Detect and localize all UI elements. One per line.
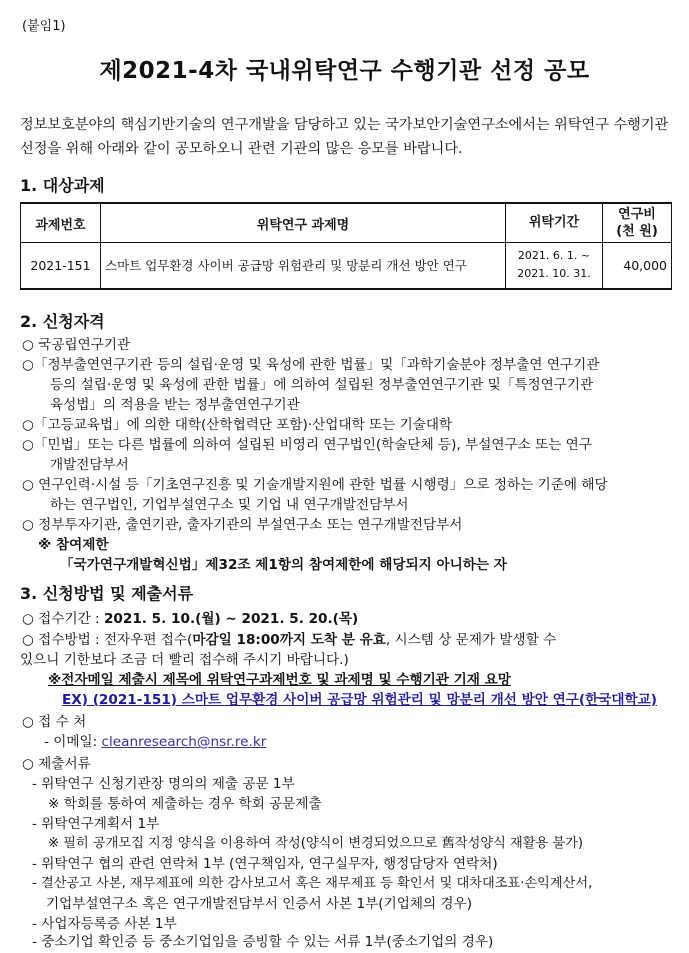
section-1-heading: 1. 대상과제 — [20, 176, 105, 195]
table-row — [21, 243, 672, 289]
documents-label: ○ 제출서류 — [22, 756, 91, 772]
document-item-cont: 기업부설연구소 혹은 연구개발전담부서 인증서 사본 1부(기업체의 경우) — [46, 896, 472, 912]
document-note: ※ 필히 공개모집 지정 양식을 이용하여 작성(양식이 변경되었으므로 舊작성양식 재활용 불가) — [48, 836, 584, 851]
eligibility-item: ○ 국공립연구기관 — [22, 337, 131, 353]
table-header-row — [21, 203, 672, 243]
email-link[interactable]: cleanresearch@nsr.re.kr — [101, 734, 267, 750]
email-subject-note: ※전자메일 제출시 제목에 위탁연구과제번호 및 과제명 및 수행기관 기재 요망 — [48, 672, 511, 688]
col-budget — [603, 203, 672, 243]
col-period: 위탁기간 — [506, 203, 603, 243]
eligibility-item-cont: 개발전담부서 — [50, 457, 129, 473]
email-subject-example: EX) (2021-151) 스마트 업무환경 사이버 공급망 위험관리 및 망분리 개선 방안 연구(한국대학교) — [62, 692, 657, 708]
method-deadline: 마감일 18:00까지 도착 분 유효 — [192, 632, 386, 648]
eligibility-item: ○「민법」또는 다른 법률에 의하여 설립된 비영리 연구법인(학술단체 등), 부설연구소 또는 연구 — [22, 437, 592, 453]
application-period — [22, 607, 358, 627]
document-item: - 위탁연구 신청기관장 명의의 제출 공문 1부 — [32, 776, 295, 792]
eligibility-item-cont: 등의 설립·운영 및 육성에 관한 법률」에 의하여 설립된 정부출연연구기관 및「특정연구기관 — [50, 377, 594, 393]
period-end: 2021. 10. 31. — [517, 267, 591, 281]
section-3-heading: 3. 신청방법 및 제출서류 — [20, 584, 194, 603]
attachment-label: (붙임1) — [22, 19, 66, 34]
period-start: 2021. 6. 1. ~ — [517, 249, 591, 263]
email-label: - 이메일: — [44, 734, 102, 750]
eligibility-item: ○「정부출연연구기관 등의 설립·운영 및 육성에 관한 법률」및「과학기술분야 정부출연 연구기관 — [22, 357, 600, 373]
col-budget-line2: (천 원) — [616, 224, 658, 239]
restriction-note-body: 「국가연구개발혁신법」제32조 제1항의 참여제한에 해당되지 아니하는 자 — [60, 557, 507, 573]
project-table — [20, 202, 672, 290]
document-note: ※ 학회를 통하여 제출하는 경우 학회 공문제출 — [48, 796, 322, 812]
eligibility-item-cont: 육성법」의 적용을 받는 정부출연연구기관 — [50, 397, 300, 413]
document-item: - 사업자등록증 사본 1부 — [32, 916, 177, 932]
document-item: - 위탁연구 협의 관련 연락처 1부 (연구책임자, 연구실무자, 행정담당자 연락처) — [32, 856, 498, 872]
col-budget-line1: 연구비 — [618, 207, 656, 222]
application-method-cont: 있으니 기한보다 조금 더 빨리 접수해 주시기 바랍니다.) — [20, 652, 349, 668]
cell-period — [506, 243, 603, 289]
receiving-office-label: ○ 접 수 처 — [22, 714, 87, 730]
section-2-heading: 2. 신청자격 — [20, 312, 105, 331]
cell-project-id: 2021-151 — [21, 243, 101, 289]
cell-project-name: 스마트 업무환경 사이버 공급망 위험관리 및 망분리 개선 방안 연구 — [101, 243, 506, 289]
eligibility-item: ○ 정부투자기관, 출연기관, 출자기관의 부설연구소 또는 연구개발전담부서 — [22, 517, 463, 533]
email-row — [44, 730, 266, 750]
restriction-note-title: ※ 참여제한 — [38, 537, 109, 553]
period-value: 2021. 5. 10.(월) ~ 2021. 5. 20.(목) — [103, 611, 359, 627]
document-item: - 중소기업 확인증 등 중소기업임을 증빙할 수 있는 서류 1부(중소기업의 경우) — [32, 934, 494, 950]
method-tail: , 시스템 상 문제가 발생할 수 — [385, 632, 557, 648]
cell-budget: 40,000 — [603, 243, 672, 289]
eligibility-item-cont: 하는 연구법인, 기업부설연구소 및 기업 내 연구개발전담부서 — [50, 497, 409, 513]
document-item: - 결산공고 사본, 재무제표에 의한 감사보고서 혹은 재무제표 등 확인서 및 대차대조표·손익계산서, — [32, 876, 593, 891]
eligibility-item: ○「고등교육법」에 의한 대학(산학협력단 포함)·산업대학 또는 기술대학 — [22, 417, 453, 433]
period-label: ○ 접수기간 : — [22, 611, 104, 627]
intro-paragraph: 정보보호분야의 핵심기반기술의 연구개발을 담당하고 있는 국가보안기술연구소에서는 위탁연구 수행기관 선정을 위해 아래와 같이 공모하오니 관련 기관의 많은 응모를 바랍니다. — [20, 117, 669, 157]
eligibility-item: ○ 연구인력·시설 등「기초연구진흥 및 기술개발지원에 관한 법률 시행령」으로 정하는 기준에 해당 — [22, 477, 608, 493]
page-title: 제2021-4차 국내위탁연구 수행기관 선정 공모 — [99, 58, 590, 84]
method-label: ○ 접수방법 : 전자우편 접수( — [22, 632, 193, 648]
col-project-id: 과제번호 — [21, 203, 101, 243]
application-method — [22, 628, 556, 648]
col-project-name: 위탁연구 과제명 — [101, 203, 506, 243]
document-item: - 위탁연구계획서 1부 — [32, 816, 160, 832]
